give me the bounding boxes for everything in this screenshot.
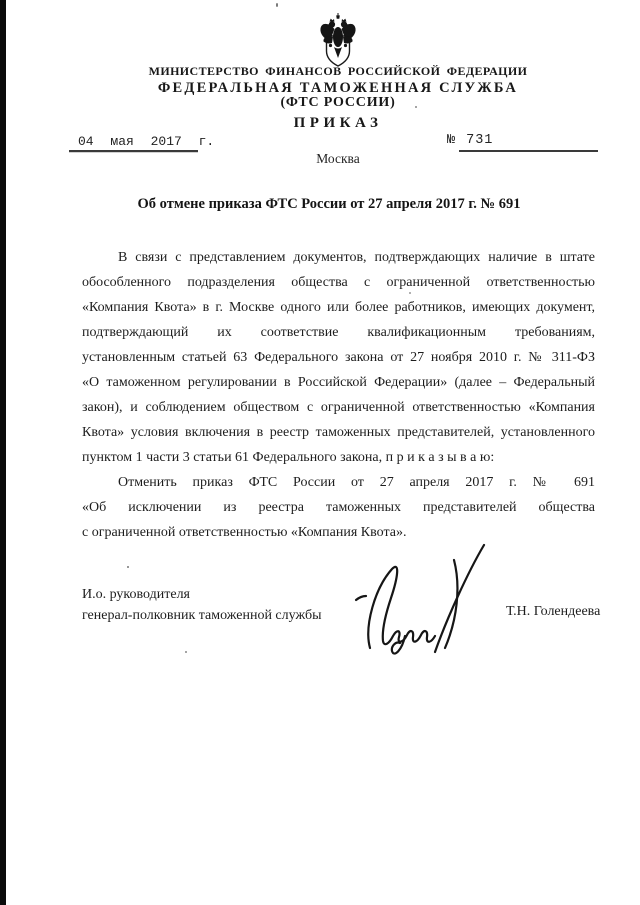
- document-number: 731: [466, 133, 494, 148]
- signatory-position-line2: генерал-полковник таможенной службы: [82, 607, 322, 623]
- body-line: Квота» условия включения в реестр таможенных представителей, установленного: [82, 425, 595, 440]
- numero-sign: №: [447, 133, 456, 148]
- body-line: обособленного подразделения общества с ограниченной ответственностью: [82, 275, 595, 290]
- document-title: Об отмене приказа ФТС России от 27 апреля 2017 г. № 691: [137, 196, 521, 212]
- body-line: пунктом 1 части 3 статьи 61 Федерального закона, п р и к а з ы в а ю:: [82, 450, 495, 465]
- body-line: «Компания Квота» в г. Москве одного или более работников, имеющих документ,: [82, 300, 595, 315]
- scan-speck: [276, 3, 278, 7]
- signatory-name: Т.Н. Голендеева: [506, 604, 601, 619]
- number-field: [447, 133, 493, 148]
- russia-coat-of-arms-icon: [318, 13, 358, 68]
- scan-speck: [127, 566, 129, 568]
- agency-name: ФЕДЕРАЛЬНАЯ ТАМОЖЕННАЯ СЛУЖБА: [157, 80, 519, 96]
- date-field: 04 мая 2017 г.: [78, 134, 215, 149]
- agency-abbreviation: (ФТС РОССИИ): [280, 95, 396, 110]
- body-line: закон), и соблюдением обществом с ограниченной ответственностью «Компания: [82, 400, 595, 415]
- body-line: Отменить приказ ФТС России от 27 апреля 2017 г. № 691: [118, 475, 595, 490]
- signatory-position-line1: И.о. руководителя: [82, 587, 191, 602]
- body-line: с ограниченной ответственностью «Компания Квота».: [82, 525, 407, 540]
- document-type-label: ПРИКАЗ: [293, 115, 383, 131]
- scan-edge-artifact: [0, 0, 6, 905]
- scan-speck: [185, 651, 187, 653]
- body-line: В связи с представлением документов, подтверждающих наличие в штате: [118, 250, 595, 265]
- signatory-position: [82, 585, 321, 626]
- handwritten-signature-icon: [342, 540, 492, 660]
- ministry-name: МИНИСТЕРСТВО ФИНАНСОВ РОССИЙСКОЙ ФЕДЕРАЦИИ: [148, 64, 528, 78]
- city-label: Москва: [316, 151, 360, 166]
- body-line: установленным статьей 63 Федерального закона от 27 ноября 2010 г. № 311-ФЗ: [82, 350, 595, 365]
- body-line: подтверждающий их соответствие квалификационным требованиям,: [82, 325, 595, 340]
- document-body: [82, 245, 595, 545]
- body-line: «О таможенном регулировании в Российской Федерации» (далее – Федеральный: [82, 375, 595, 390]
- body-line: «Об исключении из реестра таможенных представителей общества: [82, 500, 595, 515]
